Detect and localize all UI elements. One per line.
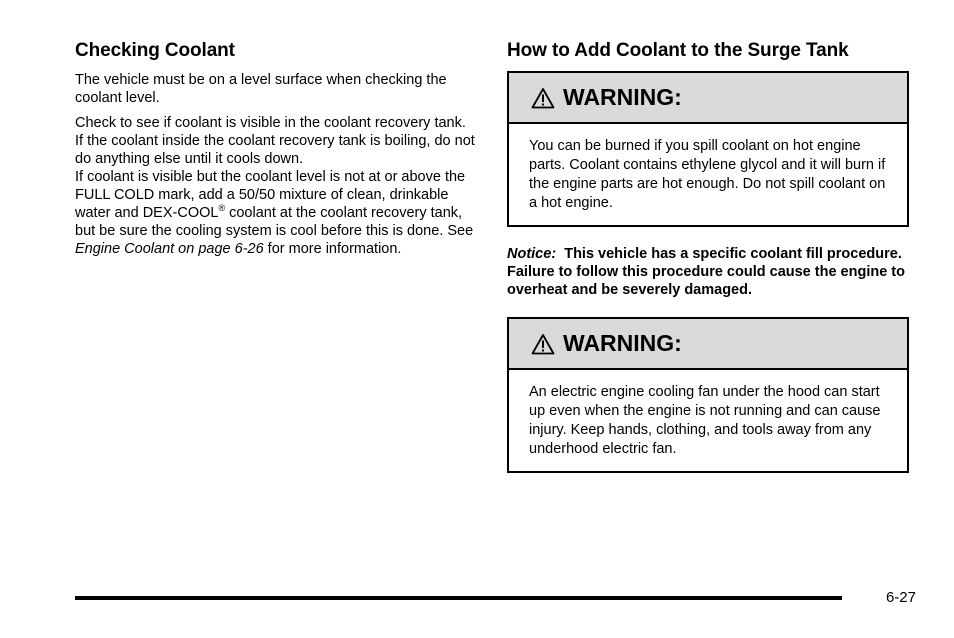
add-mixture-text: If coolant is visible but the coolant level is not at or above the FULL COLD mark, add a 50/50 mixture of clean, drinkable water and DEX-COOL <box>75 169 466 221</box>
paragraph-level-surface: The vehicle must be on a level surface when checking the coolant level. <box>75 72 447 106</box>
warning-triangle-icon <box>531 87 555 109</box>
warning-header <box>509 73 907 124</box>
notice-label: Notice: <box>507 246 557 262</box>
left-column <box>75 40 475 265</box>
add-mixture-text-end: for more information. <box>263 241 402 257</box>
warning-box-burn <box>507 71 909 227</box>
warning-title: WARNING: <box>563 330 682 356</box>
warning-body: An electric engine cooling fan under the hood can start up even when the engine is not running and can cause injury. Keep hands, clothing, and tools away from any underhood electric fan. <box>529 384 881 457</box>
notice-text: This vehicle has a specific coolant fill procedure. Failure to follow this procedure could cause the engine to overheat and be severely damaged. <box>507 246 905 298</box>
warning-triangle-icon <box>531 333 555 355</box>
warning-header <box>509 319 907 370</box>
right-column <box>507 40 909 491</box>
warning-box-fan <box>507 317 909 473</box>
add-mixture-text-cont: coolant at the coolant recovery tank, but be sure the cooling system is cool before this is done. See <box>75 205 474 239</box>
cross-reference-link[interactable]: Engine Coolant on page 6-26 <box>75 241 264 257</box>
registered-mark: ® <box>218 203 226 213</box>
paragraph-add-mixture <box>75 168 475 258</box>
notice-paragraph <box>507 245 909 299</box>
page-number: 6-27 <box>885 589 916 606</box>
paragraph-check-visible: Check to see if coolant is visible in the coolant recovery tank. If the coolant inside the coolant recovery tank is boiling, do not do anything else until it cools down. <box>75 115 475 167</box>
warning-title: WARNING: <box>563 84 682 110</box>
section-heading-checking-coolant: Checking Coolant <box>75 40 235 61</box>
warning-body: You can be burned if you spill coolant on hot engine parts. Coolant contains ethylene glycol and it will burn if the engine parts are hot enough. Do not spill coolant on a hot engine. <box>529 138 886 211</box>
footer-rule <box>75 596 842 600</box>
section-heading-surge-tank: How to Add Coolant to the Surge Tank <box>507 40 849 61</box>
